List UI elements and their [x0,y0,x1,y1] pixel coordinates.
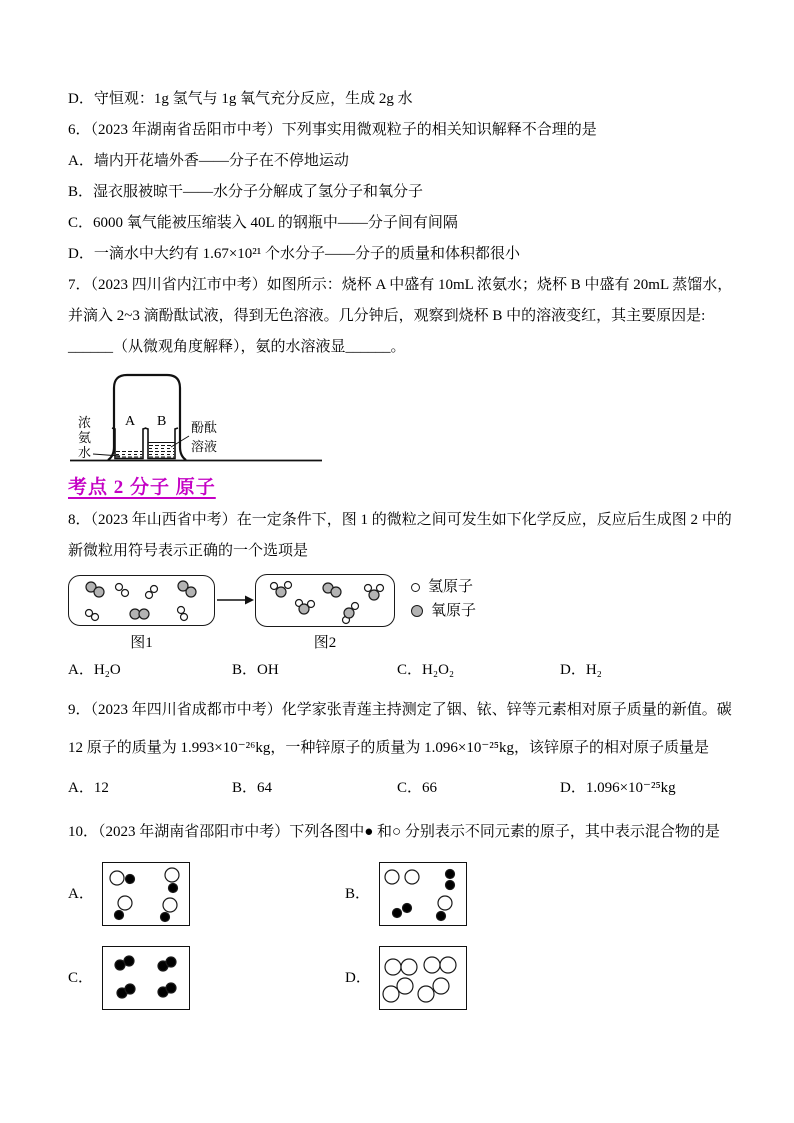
beaker-a-shape [112,428,146,459]
q9-options [68,773,740,803]
q9-option-c: C．66 [397,780,438,796]
q9-option-d: D．1.096×10⁻²⁵kg [560,780,676,796]
q8-options [68,655,740,685]
ammonia-label-char3: 水 [78,445,92,460]
q8-option-a: A．H₂O [68,662,121,678]
q10-box-a [102,862,190,926]
oxygen-atom-icon [411,605,423,617]
q10-label-a: A． [68,885,94,902]
fig1-molecules [69,576,213,624]
fig1-box [68,575,215,626]
q8-figure [68,573,740,627]
q10-molecules-d [380,947,465,1008]
q10-box-b [379,862,467,926]
q6-option-b: B．湿衣服被晾干——水分子分解成了氢分子和氧分子 [68,184,424,200]
q9-stem: 9．（2023 年四川省成都市中考）化学家张青莲主持测定了铟、铱、锌等元素相对原子质量的新值。碳 12 原子的质量为 1.993×10⁻²⁶kg，一种锌原子的质量为 1.096×10⁻²⁵kg，该锌原子的相对原子质量是 [68,702,732,756]
q10-label-c: C． [68,969,94,986]
q8-option-c: C．H₂O₂ [397,662,455,678]
ammonia-label-char1: 浓 [78,415,92,430]
q9-option-a: A．12 [68,780,109,796]
q10-box-c [102,946,190,1010]
hydrogen-atom-icon [411,583,420,592]
q8-figure-labels [68,631,740,655]
beaker-diagram-drawing [68,371,326,467]
q6-stem: 6．（2023 年湖南省岳阳市中考）下列事实用微观粒子的相关知识解释不合理的是 [68,122,597,138]
beaker-b-label: B [157,414,167,429]
q10-box-d [379,946,467,1010]
q10-label-b: B． [345,885,371,902]
q6-option-c: C．6000 氧气能被压缩装入 40L 的钢瓶中——分子间有间隔 [68,215,458,231]
fig2-box [255,574,395,627]
fig1-label: 图1 [130,635,153,651]
q8-stem: 8．（2023 年山西省中考）在一定条件下，图 1 的微粒之间可发生如下化学反应，反应后生成图 2 中的新微粒用符号表示正确的一个选项是 [68,512,732,559]
legend-oxygen-label: 氧原子 [431,603,477,619]
beaker-a-label: A [125,414,136,429]
legend-hydrogen-row [411,575,476,599]
legend-hydrogen-label: 氢原子 [428,579,474,595]
q5-option-d: D．守恒观：1g 氢气与 1g 氧气充分反应，生成 2g 水 [68,91,413,107]
ammonia-leader-line [93,454,120,456]
beaker-b-shape [145,428,178,459]
phenolphthalein-label-line2: 溶液 [191,439,218,454]
q7-stem: 7．（2023 四川省内江市中考）如图所示：烧杯 A 中盛有 10mL 浓氨水；烧杯 B 中盛有 20mL 蒸馏水，并滴入 2~3 滴酚酞试液，得到无色溶液。几分钟后，观察到烧杯 B 中的溶液变红，其主要原因是: ______（从微观角度解释），氨的水溶液显______。 [68,277,733,355]
q6-option-a: A．墙内开花墙外香——分子在不停地运动 [68,153,349,169]
legend-oxygen-row [411,599,476,623]
fig-label-spacer [215,631,255,655]
reaction-arrow-icon [215,575,255,625]
phenolphthalein-label-line1: 酚酞 [191,420,218,435]
ammonia-label-char2: 氨 [78,430,92,445]
q10-molecules-b [380,863,465,924]
q8-option-b: B．OH [232,662,279,678]
section-heading: 考点 2 分子 原子 [68,477,216,498]
q7-beaker-diagram [68,371,740,467]
fig2-molecules [256,575,393,625]
q10-option-diagrams [68,862,740,1010]
fig2-label: 图2 [313,635,337,651]
q10-molecules-a [103,863,188,924]
q10-stem: 10．（2023 年湖南省邵阳市中考）下列各图中● 和○ 分别表示不同元素的原子，其中表示混合物的是 [68,824,720,840]
q10-molecules-c [103,947,188,1008]
q9-option-b: B．64 [232,780,273,796]
q8-legend [411,575,476,623]
q10-label-d: D． [345,969,371,986]
q6-option-d: D．一滴水中大约有 1.67×10²¹ 个水分子——分子的质量和体积都很小 [68,246,521,262]
q8-option-d: D．H₂ [560,662,602,678]
